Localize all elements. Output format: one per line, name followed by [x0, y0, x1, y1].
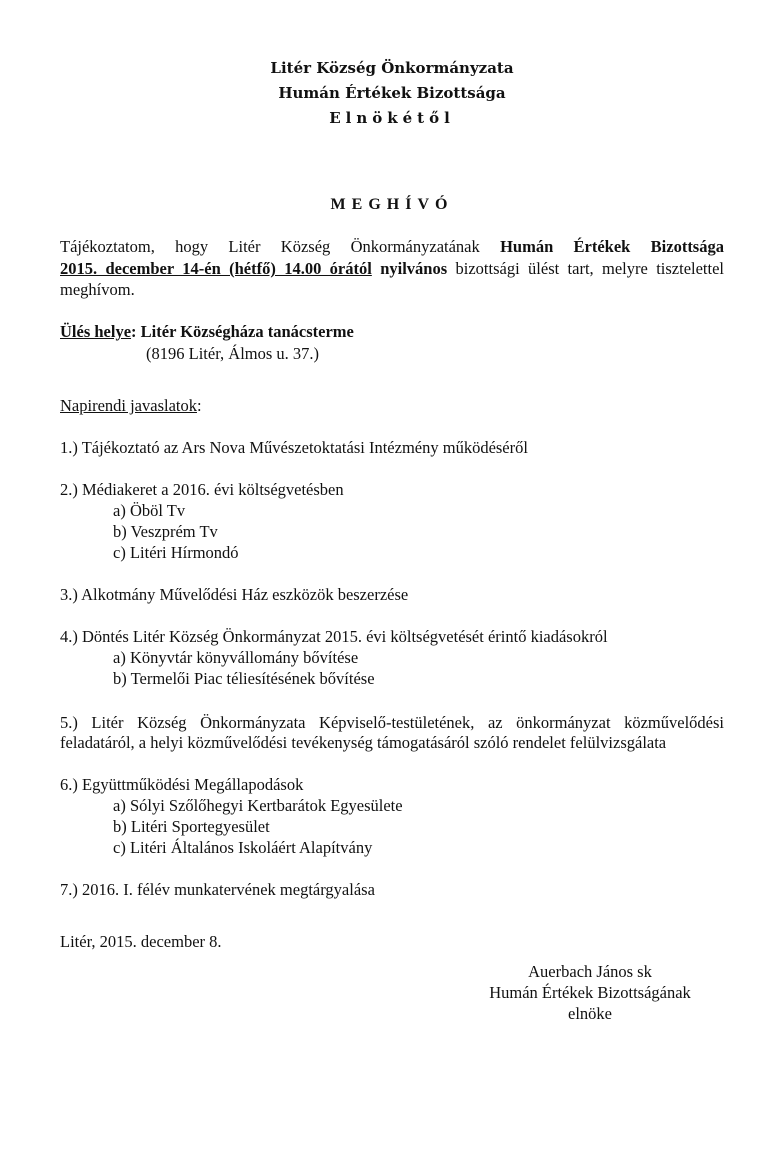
meeting-public: nyilvános: [380, 259, 448, 278]
venue-address: (8196 Litér, Álmos u. 37.): [146, 344, 320, 363]
agenda-item-6: 6.) Együttműködési Megállapodások: [60, 775, 304, 794]
agenda-item-5: 5.) Litér Község Önkormányzata Képviselő-testületének, az önkormányzat közművelődési: [60, 713, 724, 732]
agenda-subitem: b) Veszprém Tv: [113, 522, 218, 541]
meeting-datetime: 2015. december 14-én (hétfő) 14.00 órától: [60, 259, 372, 278]
agenda-subitem: c) Litéri Általános Iskoláért Alapítvány: [113, 838, 373, 857]
agenda-heading: Napirendi javaslatok:: [60, 396, 202, 415]
header-from-chair: Elnökétől: [329, 109, 455, 127]
agenda-subitem: b) Litéri Sportegyesület: [113, 817, 270, 836]
header-organization: Litér Község Önkormányzata: [270, 59, 514, 77]
venue-name: Litér Községháza tanácsterme: [140, 322, 354, 341]
document-title: MEGHÍVÓ: [330, 196, 454, 213]
intro-committee: Humán Értékek Bizottsága: [500, 237, 724, 256]
place-and-date: Litér, 2015. december 8.: [60, 932, 222, 951]
agenda-subitem: c) Litéri Hírmondó: [113, 543, 239, 562]
agenda-subitem: b) Termelői Piac téliesítésének bővítése: [113, 669, 375, 688]
agenda-item-7: 7.) 2016. I. félév munkatervének megtárgyalása: [60, 880, 375, 899]
agenda-item-2: 2.) Médiakeret a 2016. évi költségvetésben: [60, 480, 344, 499]
signature-title: elnöke: [568, 1004, 612, 1023]
header-committee: Humán Értékek Bizottsága: [278, 84, 506, 102]
agenda-item-4: 4.) Döntés Litér Község Önkormányzat 2015. évi költségvetését érintő kiadásokról: [60, 627, 608, 646]
signature-role: Humán Értékek Bizottságának: [489, 983, 691, 1002]
agenda-item-3: 3.) Alkotmány Művelődési Ház eszközök beszerzése: [60, 585, 409, 604]
agenda-subitem: a) Sólyi Szőlőhegyi Kertbarátok Egyesülete: [113, 796, 403, 815]
venue-line: Ülés helye: Litér Községháza tanácsterme: [60, 322, 354, 341]
intro-text-continued: bizottsági ülést tart, melyre tisztelettel: [447, 259, 724, 278]
intro-paragraph-line2: [60, 258, 724, 279]
intro-text: Tájékoztatom, hogy Litér Község Önkormányzatának: [60, 237, 501, 256]
intro-paragraph-line3: meghívom.: [60, 280, 135, 299]
signature-name: Auerbach János sk: [528, 962, 652, 981]
agenda-item-5-continued: feladatáról, a helyi közművelődési tevékenység támogatásáról szóló rendelet felülvizsgálata: [60, 733, 667, 752]
agenda-subitem: a) Öböl Tv: [113, 501, 186, 520]
intro-paragraph-line1: [60, 236, 724, 257]
agenda-subitem: a) Könyvtár könyvállomány bővítése: [113, 648, 359, 667]
venue-label: Ülés helye: [60, 322, 132, 341]
agenda-item-1: 1.) Tájékoztató az Ars Nova Művészetoktatási Intézmény működéséről: [60, 438, 528, 457]
